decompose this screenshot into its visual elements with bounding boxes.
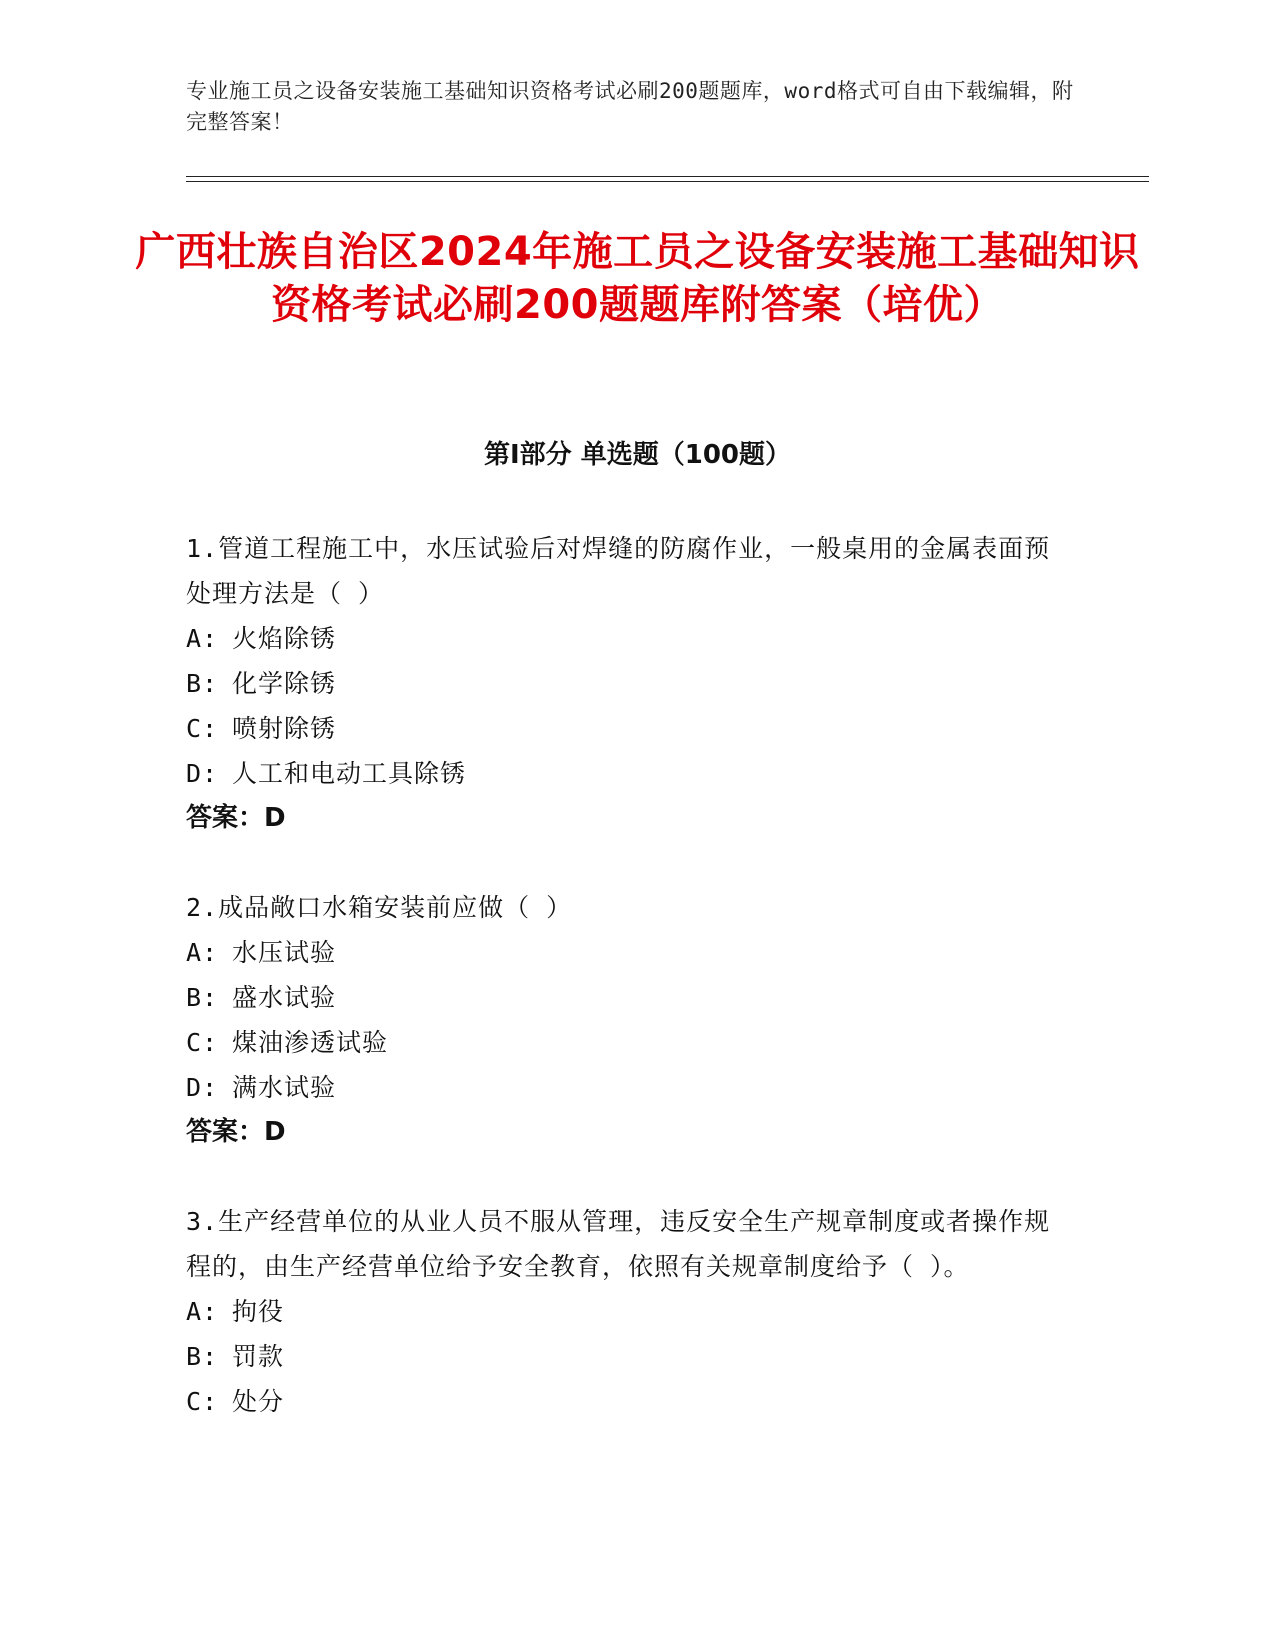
document-title: 广西壮族自治区2024年施工员之设备安装施工基础知识资格考试必刷200题题库附答案（培优） bbox=[135, 229, 1140, 328]
option-a bbox=[186, 930, 1066, 975]
option-letter: C: bbox=[186, 1028, 219, 1057]
option-text: 罚款 bbox=[232, 1342, 285, 1371]
option-letter: B: bbox=[186, 1342, 219, 1371]
option-letter: B: bbox=[186, 983, 219, 1012]
option-a bbox=[186, 616, 1066, 661]
option-a bbox=[186, 1289, 1066, 1334]
header-rule-bottom bbox=[186, 181, 1149, 182]
option-letter: C: bbox=[186, 1387, 219, 1416]
option-letter: A: bbox=[186, 624, 219, 653]
option-c bbox=[186, 1379, 1066, 1424]
option-text: 拘役 bbox=[232, 1297, 285, 1326]
option-letter: C: bbox=[186, 714, 219, 743]
option-b bbox=[186, 1334, 1066, 1379]
answer: 答案：D bbox=[186, 1117, 286, 1147]
option-text: 盛水试验 bbox=[232, 983, 337, 1012]
option-letter: A: bbox=[186, 938, 219, 967]
question-2 bbox=[186, 885, 1066, 1155]
question-3 bbox=[186, 1199, 1066, 1424]
question-text: 2.成品敞口水箱安装前应做（ ） bbox=[186, 893, 573, 922]
option-b bbox=[186, 975, 1066, 1020]
option-text: 火焰除锈 bbox=[232, 624, 337, 653]
option-letter: A: bbox=[186, 1297, 219, 1326]
option-b bbox=[186, 661, 1066, 706]
option-text: 喷射除锈 bbox=[232, 714, 337, 743]
option-text: 处分 bbox=[232, 1387, 285, 1416]
answer: 答案：D bbox=[186, 803, 286, 833]
option-text: 煤油渗透试验 bbox=[232, 1028, 389, 1057]
option-text: 满水试验 bbox=[232, 1073, 337, 1102]
option-text: 化学除锈 bbox=[232, 669, 337, 698]
option-text: 水压试验 bbox=[232, 938, 337, 967]
option-letter: B: bbox=[186, 669, 219, 698]
option-text: 人工和电动工具除锈 bbox=[232, 759, 467, 788]
option-d bbox=[186, 751, 1066, 796]
section-title: 第Ⅰ部分 单选题（100题） bbox=[484, 440, 791, 470]
header-note: 专业施工员之设备安装施工基础知识资格考试必刷200题题库，word格式可自由下载编辑，附完整答案！ bbox=[186, 79, 1074, 134]
question-text: 3.生产经营单位的从业人员不服从管理，违反安全生产规章制度或者操作规程的，由生产经营单位给予安全教育，依照有关规章制度给予（ ）。 bbox=[186, 1207, 1051, 1281]
option-c bbox=[186, 706, 1066, 751]
option-letter: D: bbox=[186, 759, 219, 788]
header-rule-top bbox=[186, 176, 1149, 177]
question-text: 1.管道工程施工中，水压试验后对焊缝的防腐作业，一般桌用的金属表面预处理方法是（ ） bbox=[186, 534, 1051, 608]
option-c bbox=[186, 1020, 1066, 1065]
question-1 bbox=[186, 526, 1066, 841]
question-list bbox=[186, 526, 1066, 1468]
option-letter: D: bbox=[186, 1073, 219, 1102]
option-d bbox=[186, 1065, 1066, 1110]
